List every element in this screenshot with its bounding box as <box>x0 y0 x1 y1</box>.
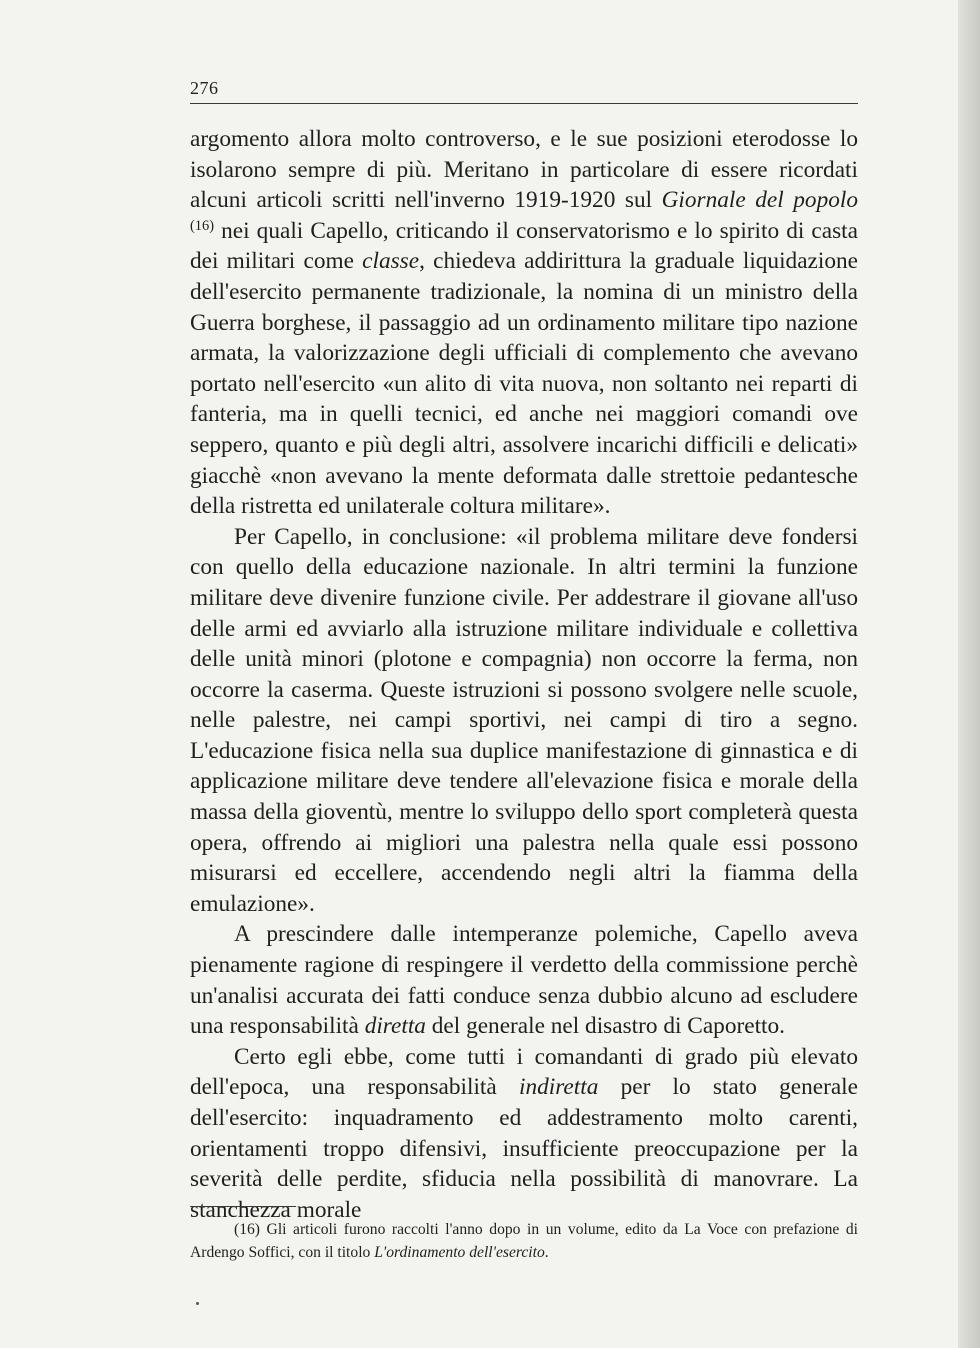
paragraph-1-text-b: nei quali Capello, criticando il conservatorismo e lo spirito di casta dei militari come <box>190 217 858 275</box>
paragraph-3-text-a: A prescindere dalle intemperanze polemiche, Capello aveva pienamente ragione di respingere il verdetto della commissione perchè un'analisi accurata dei fatti conduce senza dubbio alcuno ad escludere una responsabilità <box>190 921 858 1040</box>
paragraph-3 <box>190 919 858 1041</box>
paragraph-4-text-b: per lo stato generale dell'esercito: inquadramento ed addestramento molto carenti, orientamenti troppo difensivi, insufficiente preoccupazione per la severità delle perdite, sfiducia nella possibilità di manovrare. La stanchezza morale <box>190 1074 858 1223</box>
page-edge-shadow <box>958 0 980 1348</box>
footnote-rule <box>190 1206 296 1207</box>
book-title: L'ordinamento dell'esercito <box>374 1244 545 1261</box>
page-number: 276 <box>190 78 219 98</box>
paragraph-1 <box>190 124 858 522</box>
paragraph-4 <box>190 1042 858 1226</box>
scan-speck <box>196 1302 199 1305</box>
footnote-reference: (16) <box>190 217 215 234</box>
emphasis-classe: classe <box>362 248 420 275</box>
paragraph-4-text-a: Certo egli ebbe, come tutti i comandanti di grado più elevato dell'epoca, una responsabilità <box>190 1043 858 1101</box>
newspaper-title: Giornale del popolo <box>661 187 858 214</box>
header-rule <box>190 103 858 104</box>
paragraph-1-text-c: , chiedeva addirittura la graduale liquidazione dell'esercito permanente tradizionale, la nomina di un ministro della Guerra borghese, il passaggio ad un ordinamento militare tipo nazione armata, la valorizzazione degli ufficiali di complemento che avevano portato nell'esercito «un alito di vita nuova, non soltanto nei reparti di fanteria, ma in quelli tecnici, ed anche nei maggiori comandi ove seppero, quanto e più degli altri, assolvere incarichi difficili e delicati» giacchè «non avevano la mente deformata dalle strettoie pedantesche della ristretta ed unilaterale coltura militare». <box>190 248 858 520</box>
paragraph-1-text-a: argomento allora molto controverso, e le sue posizioni eterodosse lo isolarono sempre di più. Meritano in particolare di essere ricordati alcuni articoli scritti nell'inverno 1919-1920 sul <box>190 126 858 214</box>
footnote-text-a: (16) Gli articoli furono raccolti l'anno dopo in un volume, edito da La Voce con prefazione di Ardengo Soffici, con il titolo <box>190 1221 858 1261</box>
paragraph-3-text-b: del generale nel disastro di Caporetto. <box>425 1013 785 1040</box>
footnote-text-b: . <box>544 1244 549 1261</box>
footnote-16 <box>190 1218 858 1264</box>
body-text <box>190 124 858 1225</box>
paragraph-2: Per Capello, in conclusione: «il problema militare deve fondersi con quello della educazione nazionale. In altri termini la funzione militare deve divenire funzione civile. Per addestrare il giovane all'uso delle armi ed avviarlo alla istruzione militare individuale e collettiva delle unità minori (plotone e compagnia) non occorre la ferma, non occorre la caserma. Queste istruzioni si possono svolgere nelle scuole, nelle palestre, nei campi sportivi, nei campi di tiro a segno. L'educazione fisica nella sua duplice manifestazione di ginnastica e di applicazione militare deve tendere all'elevazione fisica e morale della massa della gioventù, mentre lo sviluppo dello sport completerà questa opera, offrendo ai migliori una palestra nella quale essi possono misurarsi ed eccellere, accendendo negli altri la fiamma della emulazione». <box>190 523 858 917</box>
emphasis-diretta: diretta <box>364 1013 426 1040</box>
emphasis-indiretta: indiretta <box>518 1074 599 1101</box>
